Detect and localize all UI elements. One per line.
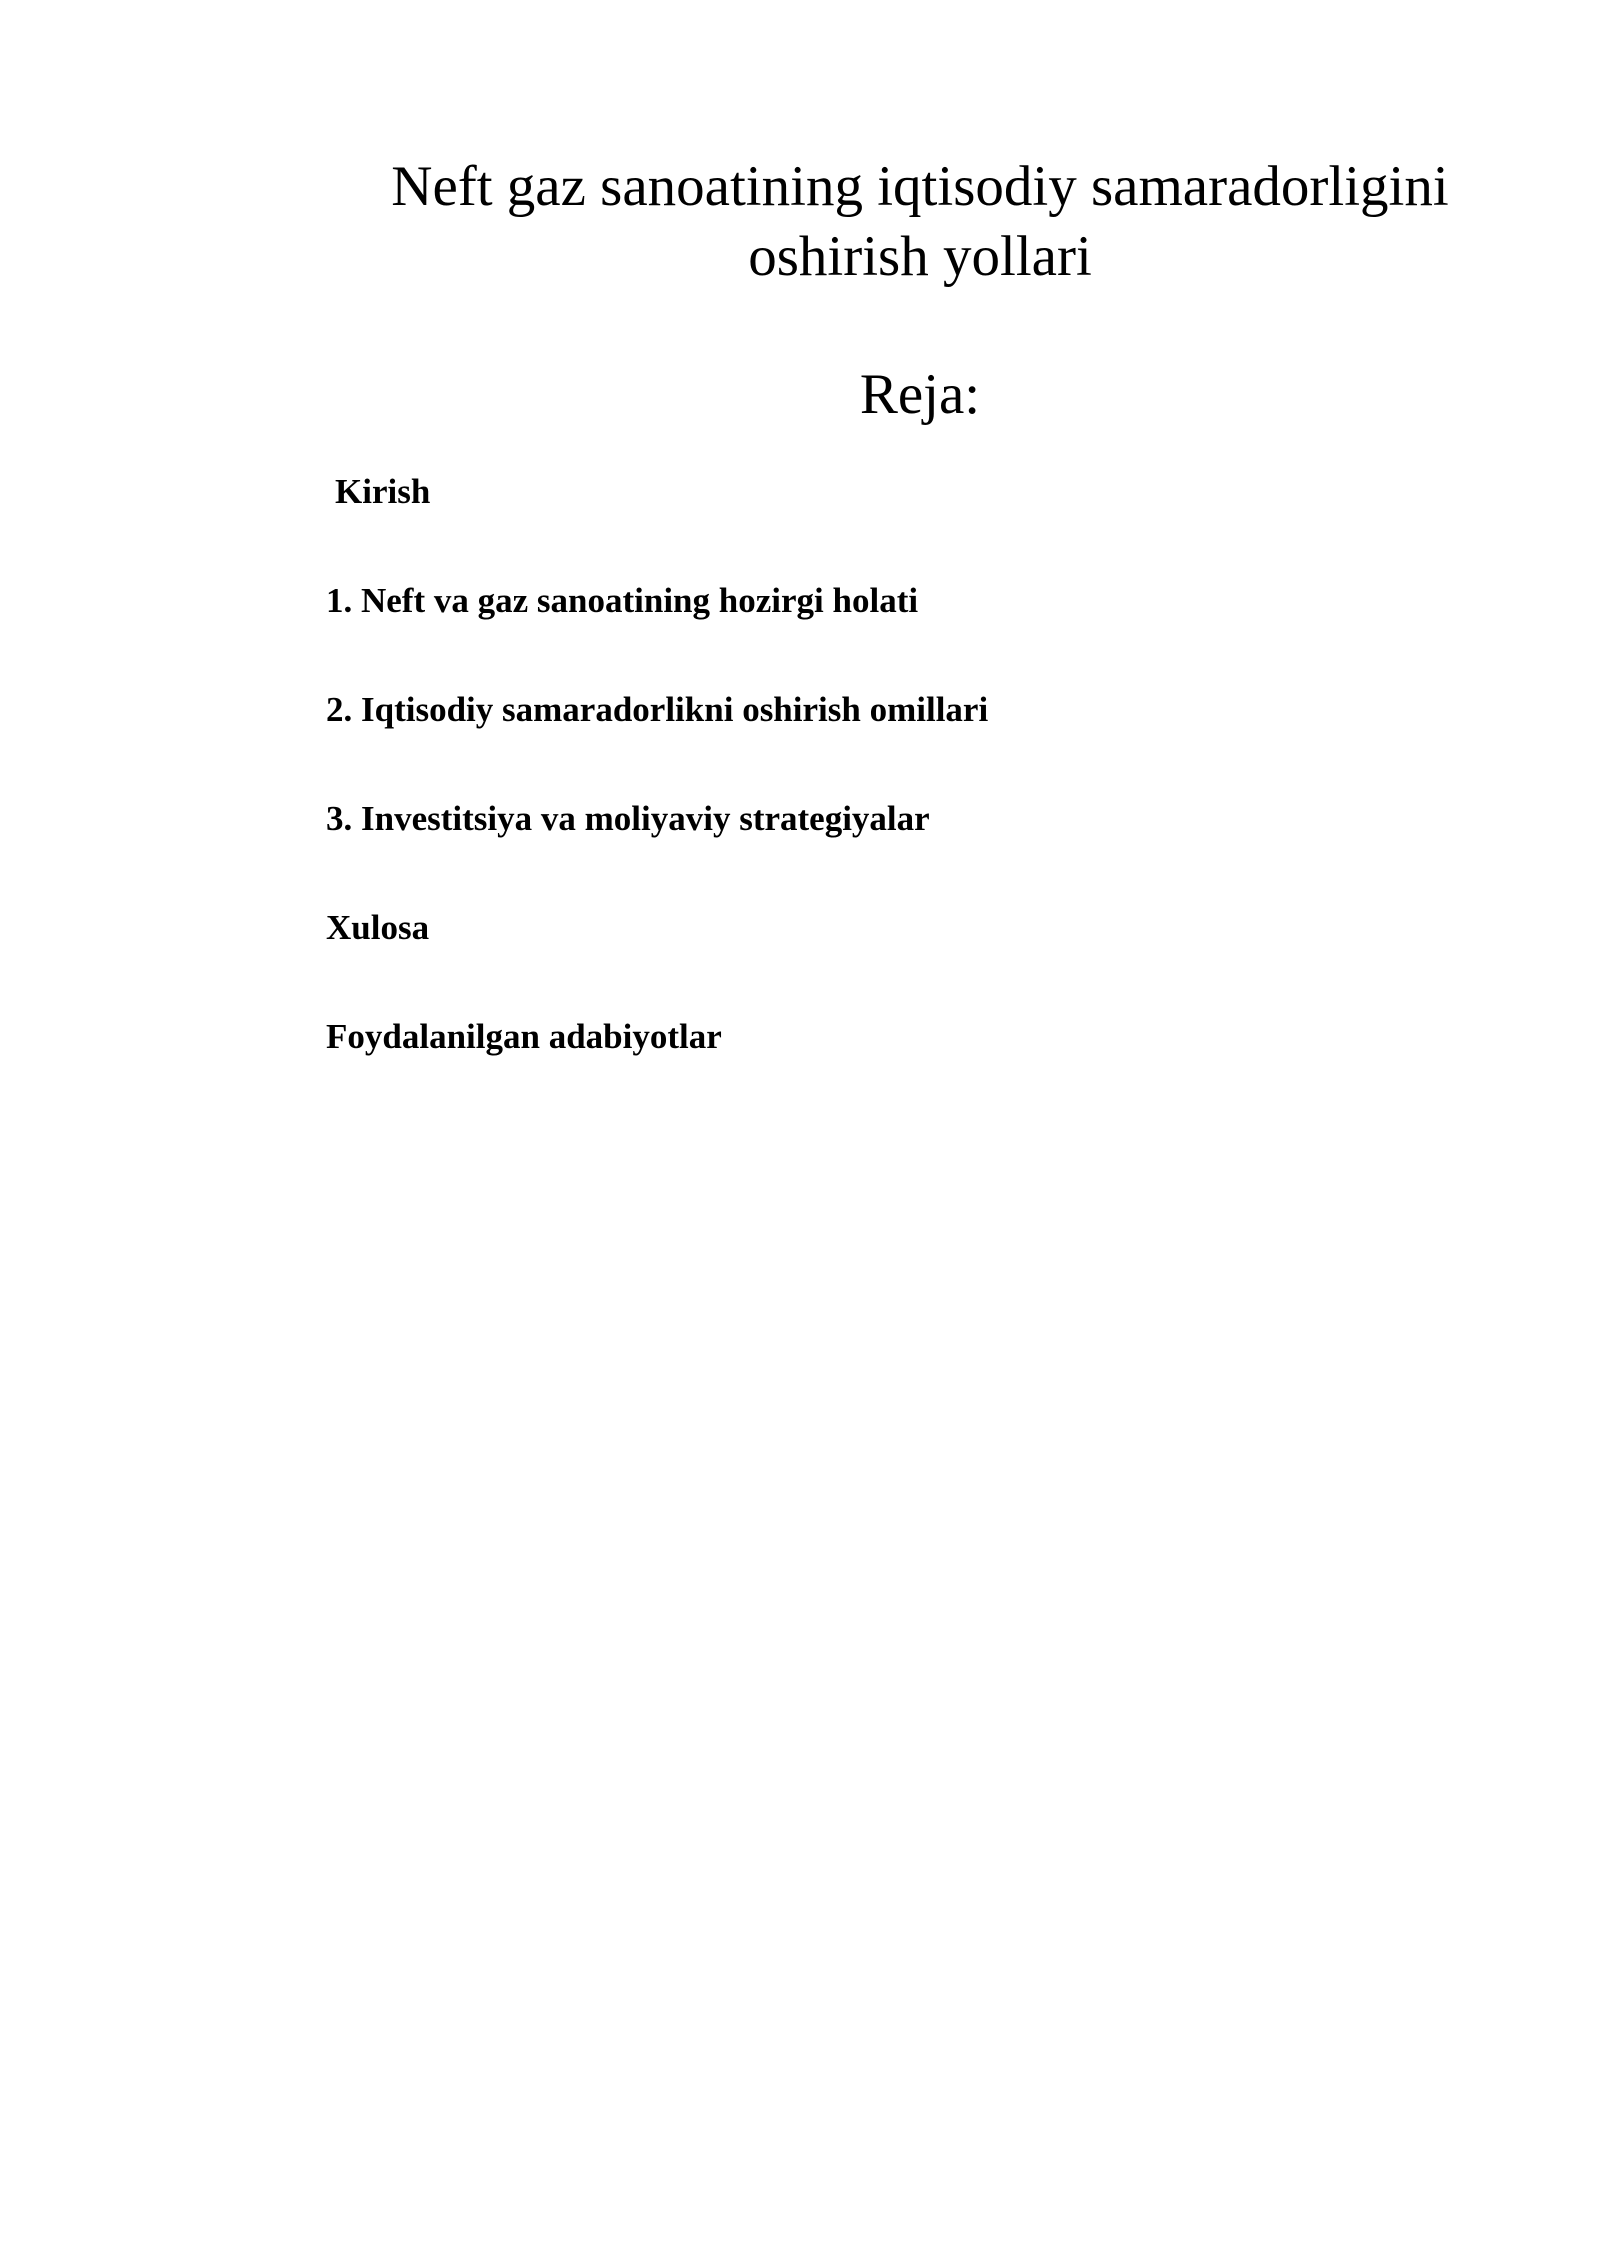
document-title-line-1: Neft gaz sanoatining iqtisodiy samaradorligini xyxy=(391,155,1449,218)
toc-item-introduction: Kirish xyxy=(335,472,431,511)
toc-item-section-2: 2. Iqtisodiy samaradorlikni oshirish omillari xyxy=(326,690,989,729)
toc-item-conclusion: Xulosa xyxy=(326,908,430,947)
document-title-line-2: oshirish yollari xyxy=(748,225,1092,288)
plan-heading: Reja: xyxy=(859,363,981,426)
document-title xyxy=(330,152,1510,292)
toc-item-references: Foydalanilgan adabiyotlar xyxy=(326,1017,722,1056)
toc-item-section-1: 1. Neft va gaz sanoatining hozirgi holati xyxy=(326,581,919,620)
toc-item-section-3: 3. Investitsiya va moliyaviy strategiyalar xyxy=(326,799,930,838)
